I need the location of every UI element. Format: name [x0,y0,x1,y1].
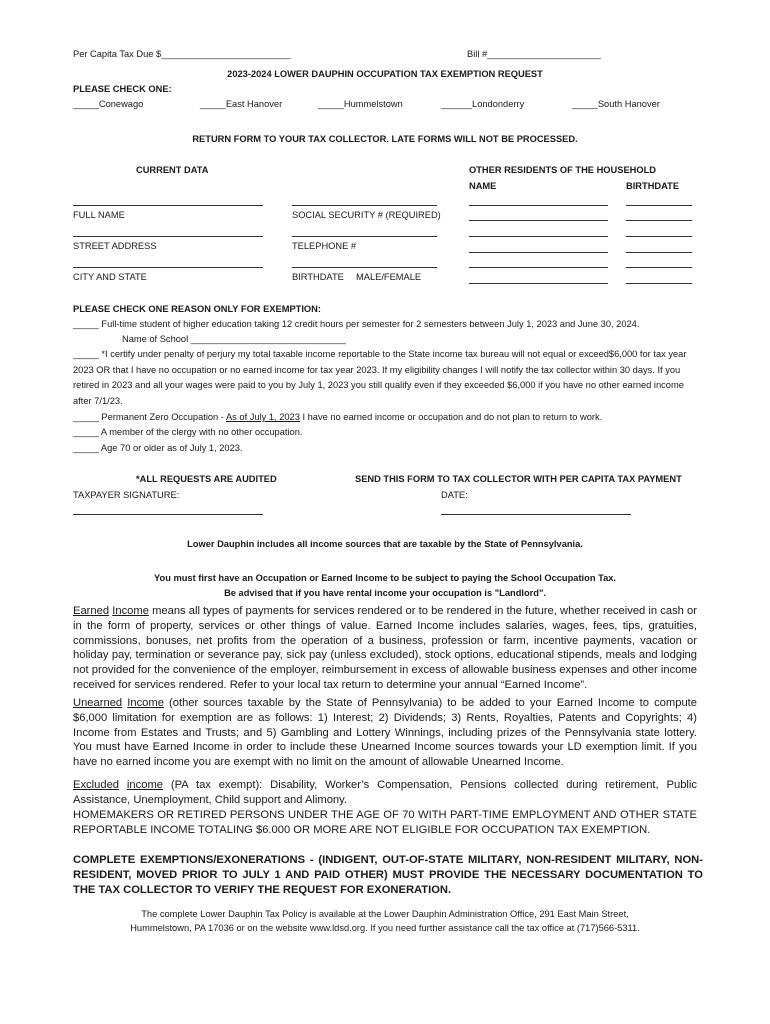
reason-clergy[interactable]: _____ A member of the clergy with no other occupation. [73,427,303,437]
earned-income-text: means all types of payments for services rendered or to be rendered in the future, whether received in cash or in the form of property, services or other things of value. Earned Income includes salaries, wages, fees, tips, gratuities, commissions, bonuses, net profits from the operation of a business, profession or farm, incentive payments, vacation or holiday pay, termination or severance pay, sick pay (unless excluded), stock options, educational stipends, meals and lodging not provided for the convenience of the employer, reimbursement in excess of allowable business expenses and other income received for services rendered. Refer to your local tax return to determine your annual “Earned Income”. [73,605,698,691]
date-label: DATE: [441,490,468,500]
includes-notice: Lower Dauphin includes all income sources that are taxable by the State of Pennsylvania. [187,539,583,549]
audited-notice: *ALL REQUESTS ARE AUDITED [136,474,277,484]
current-data-heading: CURRENT DATA [136,165,209,175]
telephone-label: TELEPHONE # [292,241,357,251]
unearned-term: Unearned [73,697,123,709]
household-name-column: NAME [469,181,497,191]
birthdate-label: BIRTHDATE [292,272,344,282]
excluded-term: Excluded [73,779,120,791]
household-birthdate-line[interactable] [626,267,692,268]
full-name-label: FULL NAME [73,210,125,220]
telephone-line[interactable] [292,236,437,237]
reason-income-certify[interactable]: _____ *I certify under penalty of perjury my total taxable income reportable to the State income tax bureau will not equal or exceed$6,000 for tax year 2023 OR that I have no occupation or no earned income for tax year 2023. If my eligibility changes I will notify the tax collector within 30 days. If you retired in 2023 and all your wages were paid to you by July 1, 2023 you still qualify even if they exceeded $6,000 if you have no other earned income after 7/1/23. [73,349,687,406]
household-birthdate-line[interactable] [626,220,692,221]
household-birthdate-line[interactable] [626,236,692,237]
household-birthdate-line[interactable] [626,283,692,284]
township-conewago[interactable]: _____Conewago [73,99,144,109]
unearned-income-term: Income [127,697,164,709]
reasons-heading: PLEASE CHECK ONE REASON ONLY FOR EXEMPTION: [73,304,321,314]
landlord-notice: Be advised that if you have rental income your occupation is "Landlord". [224,588,546,598]
unearned-income-paragraph [73,696,697,770]
city-state-line[interactable] [73,267,263,268]
full-name-line[interactable] [73,205,263,206]
ssn-line[interactable] [292,205,437,206]
policy-line-1: The complete Lower Dauphin Tax Policy is available at the Lower Dauphin Administration Office, 291 East Main Street, [141,909,629,919]
household-heading: OTHER RESIDENTS OF THE HOUSEHOLD [469,165,656,175]
taxpayer-signature-line[interactable] [73,514,263,515]
household-name-line[interactable] [469,283,608,284]
complete-exemptions-paragraph: COMPLETE EXEMPTIONS/EXONERATIONS - (INDIGENT, OUT-OF-STATE MILITARY, NON-RESIDENT MILITARY, NON-RESIDENT, MOVED PRIOR TO JULY 1 AND PAID OTHER) MUST PROVIDE THE NECESSARY DOCUMENTATION TO THE TAX COLLECTOR TO VERIFY THE REQUEST FOR EXONERATION. [73,854,703,896]
return-notice: RETURN FORM TO YOUR TAX COLLECTOR. LATE FORMS WILL NOT BE PROCESSED. [192,134,578,144]
township-hummelstown[interactable]: _____Hummelstown [318,99,403,109]
earned-income-paragraph [73,604,697,693]
page-title: 2023-2024 LOWER DAUPHIN OCCUPATION TAX EXEMPTION REQUEST [227,69,543,79]
per-capita-tax-due[interactable]: Per Capita Tax Due $_________________________ [73,49,291,59]
school-name-field[interactable]: Name of School ______________________________ [122,334,346,344]
homemakers-paragraph: HOMEMAKERS OR RETIRED PERSONS UNDER THE AGE OF 70 WITH PART-TIME EMPLOYMENT AND OTHER STATE REPORTABLE INCOME TOTALING $6.000 OR MORE ARE NOT ELIGIBLE FOR OCCUPATION TAX EXEMPTION. [73,809,697,836]
household-birthdate-line[interactable] [626,205,692,206]
household-birthdate-column: BIRTHDATE [626,181,680,191]
excluded-income-text: (PA tax exempt): Disability, Worker’s Compensation, Pensions collected during retirement, Public Assistance, Unemployment, Child support and Alimony. [73,779,697,806]
policy-line-2: Hummelstown, PA 17036 or on the website www.ldsd.org. If you need further assistance call the tax office at (717)566-5311. [130,923,640,933]
ssn-label: SOCIAL SECURITY # (REQUIRED) [292,210,441,220]
street-address-line[interactable] [73,236,263,237]
male-female-label: MALE/FEMALE [356,272,422,282]
bill-number[interactable]: Bill #______________________ [467,49,601,59]
street-address-label: STREET ADDRESS [73,241,157,251]
household-name-line[interactable] [469,267,608,268]
birthdate-line[interactable] [292,267,437,268]
township-south-hanover[interactable]: _____South Hanover [572,99,660,109]
excluded-income-term: income [126,779,163,791]
household-birthdate-line[interactable] [626,252,692,253]
township-east-hanover[interactable]: _____East Hanover [200,99,283,109]
reason-permanent-zero[interactable] [73,412,602,422]
household-name-line[interactable] [469,236,608,237]
send-notice: SEND THIS FORM TO TAX COLLECTOR WITH PER CAPITA TAX PAYMENT [355,474,682,484]
reason-student[interactable]: _____ Full-time student of higher education taking 12 credit hours per semester for 2 semesters between July 1, 2023 and June 30, 2024. [73,319,640,329]
earned-income-term: Income [112,605,149,617]
earned-term: Earned [73,605,110,617]
permanent-zero-text: _____ Permanent Zero Occupation - [73,412,226,422]
excluded-income-paragraph [73,778,697,808]
city-state-label: CITY AND STATE [73,272,147,282]
household-name-line[interactable] [469,252,608,253]
township-londonderry[interactable]: ______Londonderry [441,99,525,109]
must-have-occupation-notice: You must first have an Occupation or Earned Income to be subject to paying the School Occupation Tax. [154,573,616,583]
check-one-heading: PLEASE CHECK ONE: [73,84,172,94]
reason-age[interactable]: _____ Age 70 or older as of July 1, 2023. [73,443,243,453]
unearned-income-text: (other sources taxable by the State of Pennsylvania) to be added to your Earned Income to compute $6,000 limitation for exemption are as follows: 1) Interest; 2) Dividends; 3) Rents, Royalties, Patents and Copyrights; 4) Income from Estates and Trusts; and 5) Gambling and Lottery Winnings, including prizes of the Pennsylvania state lottery. You must have Earned Income in order to include these Unearned Income sources towards your LD exemption limit. If you have no earned income you are exempt with no limit on the amount of allowable Unearned Income. [73,697,697,769]
taxpayer-signature-label: TAXPAYER SIGNATURE: [73,490,180,500]
permanent-zero-rest: I have no earned income or occupation and do not plan to return to work. [299,412,603,422]
household-name-line[interactable] [469,205,608,206]
household-name-line[interactable] [469,220,608,221]
permanent-zero-date: As of July 1, 2023 [225,412,300,422]
date-line[interactable] [441,514,631,515]
